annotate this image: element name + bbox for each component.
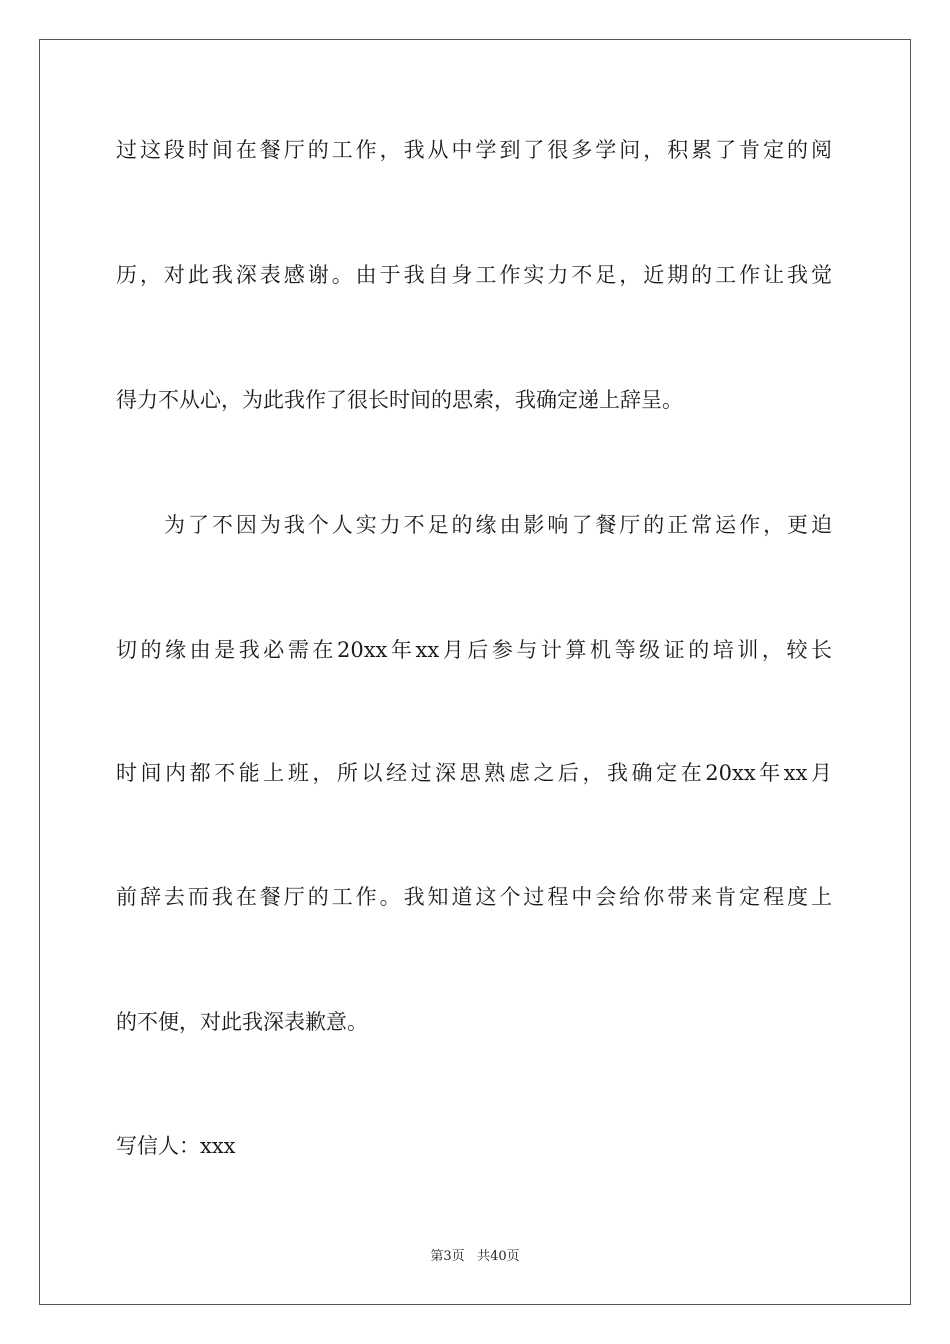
page-total: 共40页: [477, 1249, 520, 1264]
page-footer: [0, 1248, 950, 1266]
paragraph-2-line-3: 时间内都不能上班，所以经过深思熟虑之后，我确定在20xx年xx月: [116, 761, 832, 785]
paragraph-1-line-2: 历，对此我深表感谢。由于我自身工作实力不足，近期的工作让我觉: [116, 263, 832, 287]
paragraph-1-line-3: 得力不从心，为此我作了很长时间的思索，我确定递上辞呈。: [116, 388, 683, 412]
signature-line: 写信人：xxx: [116, 1134, 236, 1158]
paragraph-1-line-1: 过这段时间在餐厅的工作，我从中学到了很多学问，积累了肯定的阅: [116, 138, 832, 162]
page-border: [39, 39, 911, 1305]
paragraph-2-line-2: 切的缘由是我必需在20xx年xx月后参与计算机等级证的培训，较长: [116, 638, 832, 662]
paragraph-2-line-4: 前辞去而我在餐厅的工作。我知道这个过程中会给你带来肯定程度上: [116, 885, 832, 909]
page-number: 第3页: [430, 1249, 465, 1264]
paragraph-2-line-1: 为了不因为我个人实力不足的缘由影响了餐厅的正常运作，更迫: [164, 513, 832, 537]
paragraph-2-line-5: 的不便，对此我深表歉意。: [116, 1010, 368, 1034]
